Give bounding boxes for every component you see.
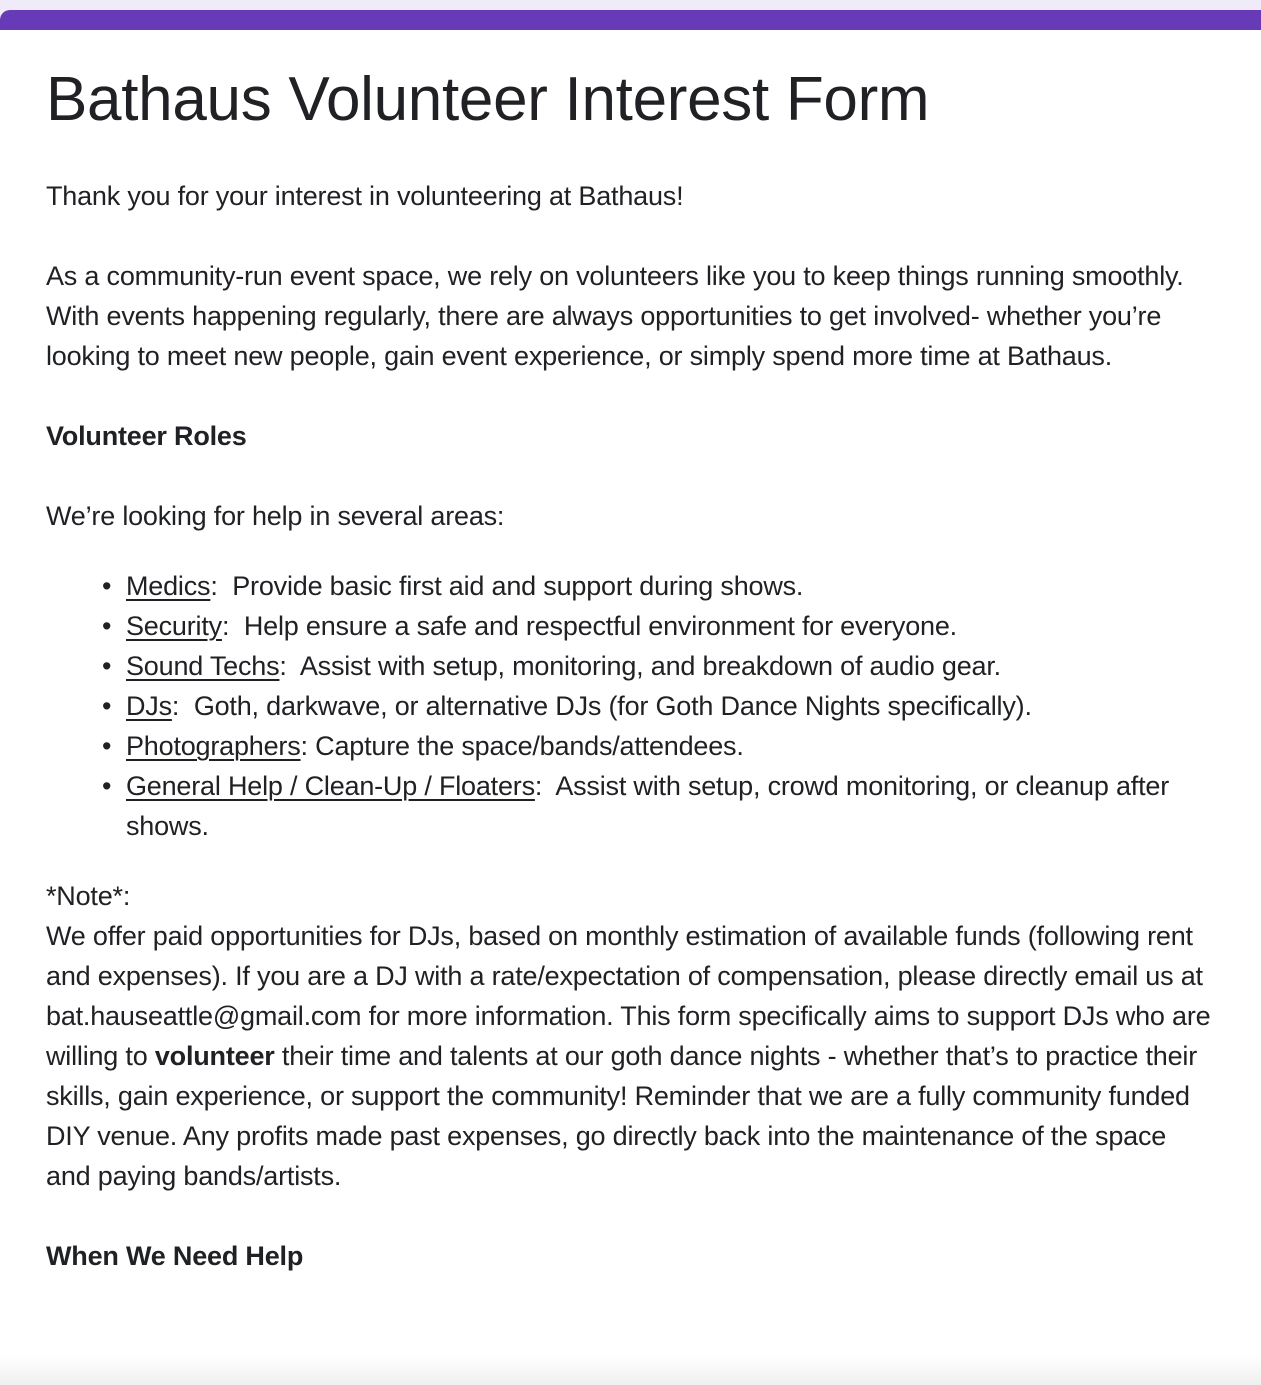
role-description: Assist with setup, monitoring, and breakdown of audio gear. (299, 651, 1001, 681)
role-item (102, 766, 1216, 846)
form-header-card (0, 10, 1261, 1385)
roles-list (46, 566, 1216, 846)
intro-text: Thank you for your interest in volunteering at Bathaus! (46, 181, 684, 211)
role-separator: : (534, 771, 556, 801)
form-accent-bar (0, 10, 1261, 30)
role-name: Security (126, 611, 222, 641)
role-separator: : (221, 611, 244, 641)
role-description: Capture the space/bands/attendees. (315, 731, 744, 761)
role-separator: : (300, 731, 316, 761)
bullet-icon: • (102, 571, 112, 601)
role-name: Medics (126, 571, 211, 601)
role-item (102, 686, 1216, 726)
role-item (102, 646, 1216, 686)
form-title: Bathaus Volunteer Interest Form (46, 65, 930, 134)
note-text-part2: their time and talents at our goth dance nights - whether that’s to practice their skills, gain experience, or support the community! Reminder that we are a fully community funded DIY venue. Any profits made past expenses, go directly back into the maintenance of the space and paying bands/artists. (46, 1041, 1198, 1191)
role-item (102, 726, 1216, 766)
role-separator: : (210, 571, 233, 601)
bullet-icon: • (102, 611, 112, 641)
bullet-icon: • (102, 731, 112, 761)
role-name: DJs (126, 691, 172, 721)
intro-paragraph: As a community-run event space, we rely on volunteers like you to keep things running smoothly. With events happening regularly, there are always opportunities to get involved- whether you’re looking to meet new people, gain event experience, or simply spend more time at Bathaus. (46, 261, 1184, 371)
bullet-icon: • (102, 651, 112, 681)
role-description: Help ensure a safe and respectful environment for everyone. (243, 611, 957, 641)
role-description: Provide basic first aid and support during shows. (232, 571, 804, 601)
note-text-bold: volunteer (154, 1041, 275, 1071)
role-item (102, 606, 1216, 646)
when-heading: When We Need Help (46, 1241, 304, 1271)
roles-heading: Volunteer Roles (46, 421, 247, 451)
form-description (46, 176, 1216, 1276)
roles-intro: We’re looking for help in several areas: (46, 501, 505, 531)
form-content (46, 30, 1216, 1276)
scroll-fade (0, 1355, 1261, 1385)
note-text-part1: We offer paid opportunities for DJs, based on monthly estimation of available funds (following rent and expenses). If you are a DJ with a rate/expectation of compensation, please directly email us at bat.hauseattle@gmail.com for more information. This form specifically aims to support DJs who are willing to (46, 921, 1211, 1071)
role-item (102, 566, 1216, 606)
role-name: Photographers (126, 731, 301, 761)
note-paragraph (46, 916, 1216, 1196)
role-description: Assist with setup, crowd monitoring, or cleanup after shows. (126, 771, 1169, 841)
role-name: General Help / Clean-Up / Floaters (126, 771, 535, 801)
role-name: Sound Techs (126, 651, 280, 681)
bullet-icon: • (102, 691, 112, 721)
note-label: *Note*: (46, 881, 131, 911)
bullet-icon: • (102, 771, 112, 801)
role-separator: : (171, 691, 194, 721)
role-separator: : (279, 651, 300, 681)
role-description: Goth, darkwave, or alternative DJs (for Goth Dance Nights specifically). (193, 691, 1032, 721)
